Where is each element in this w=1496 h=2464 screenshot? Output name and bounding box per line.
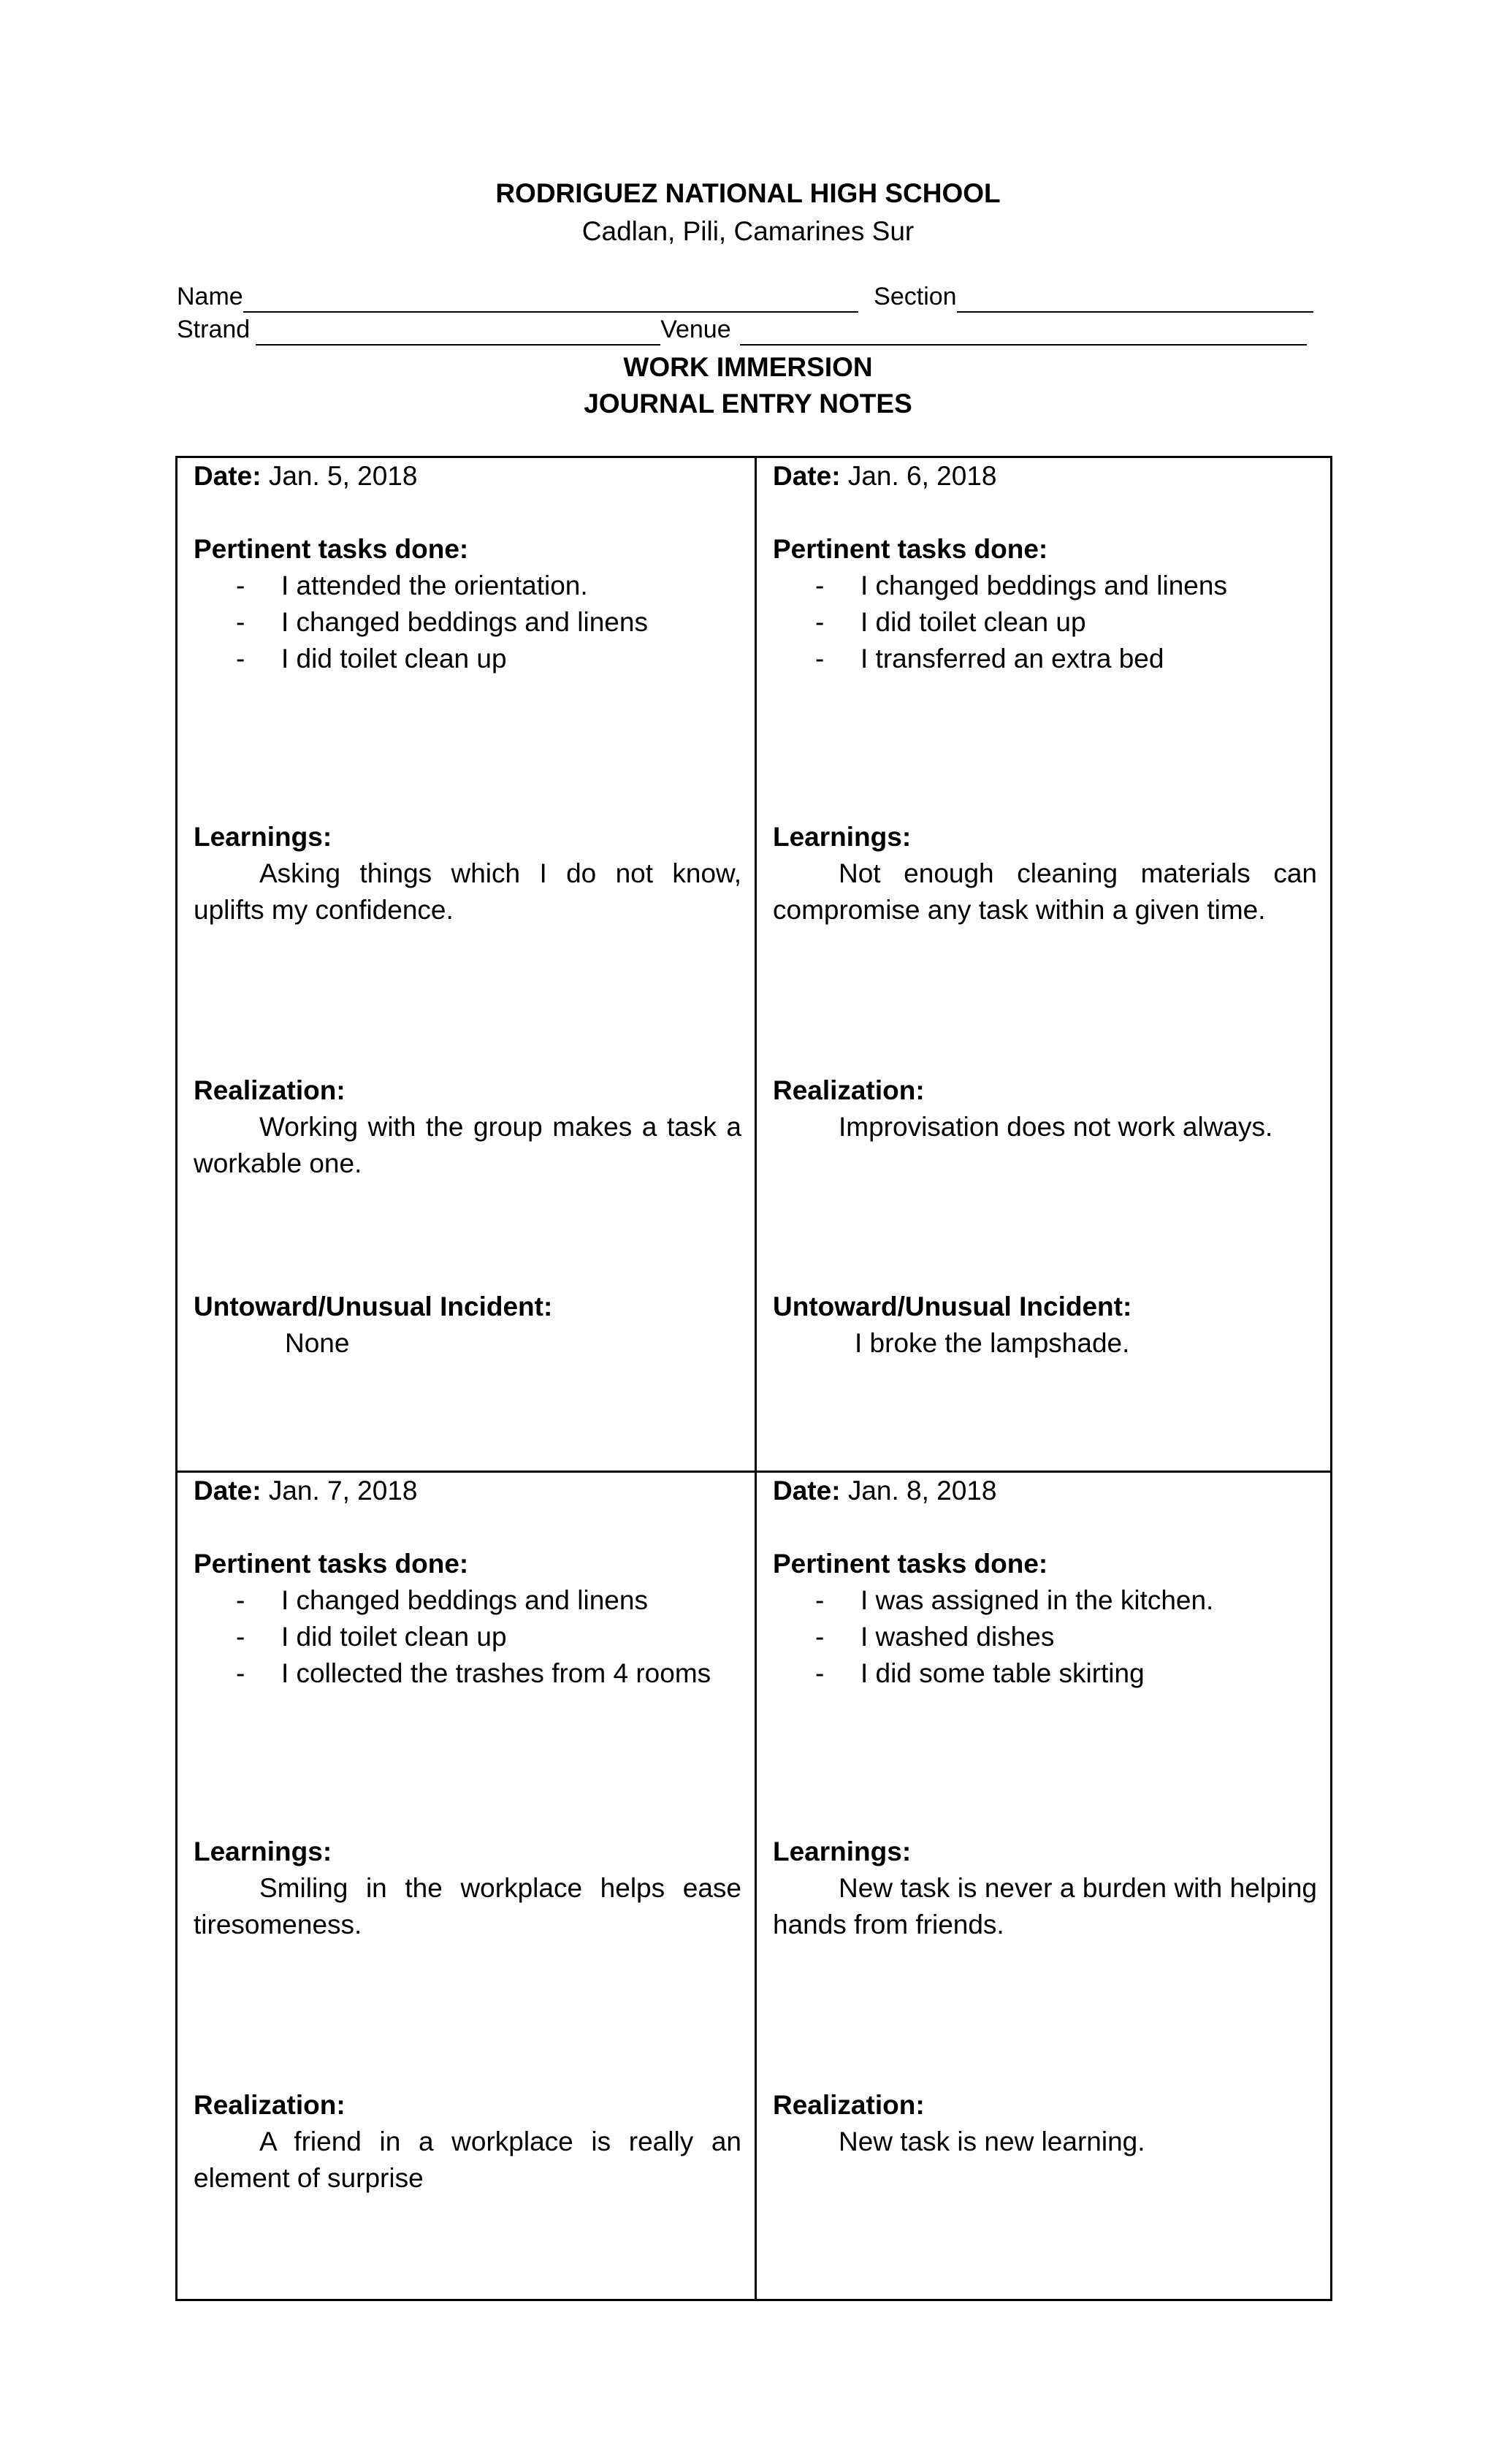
date-value: Jan. 7, 2018: [268, 1476, 418, 1506]
task-item: [236, 641, 741, 677]
task-dash: -: [236, 1585, 245, 1615]
tasks-label: Pertinent tasks done:: [773, 534, 1048, 564]
task-item: [236, 1619, 741, 1655]
name-field[interactable]: [243, 285, 858, 313]
realization-label: Realization:: [194, 2090, 346, 2120]
realization-section: [194, 2087, 741, 2197]
task-item: [815, 1582, 1317, 1619]
task-text: I changed beddings and linens: [860, 571, 1227, 600]
entry-date: [773, 458, 1317, 495]
realization-label: Realization:: [194, 1075, 346, 1105]
document-header: [0, 175, 1496, 250]
entry-date: [773, 1473, 1317, 1509]
task-text: I was assigned in the kitchen.: [860, 1585, 1214, 1615]
realization-section: [773, 1072, 1317, 1145]
school-name: RODRIGUEZ NATIONAL HIGH SCHOOL: [495, 178, 1001, 208]
task-dash: -: [815, 1585, 825, 1615]
strand-label: Strand: [177, 316, 251, 343]
task-dash: -: [815, 571, 825, 600]
date-value: Jan. 6, 2018: [847, 461, 997, 491]
task-dash: -: [236, 1622, 245, 1652]
date-value: Jan. 5, 2018: [268, 461, 418, 491]
venue-field[interactable]: [740, 318, 1307, 346]
learnings-label: Learnings:: [773, 1836, 912, 1866]
incident-label: Untoward/Unusual Incident:: [773, 1292, 1132, 1321]
task-text: I collected the trashes from 4 rooms: [281, 1658, 711, 1688]
section-label: Section: [874, 283, 957, 310]
date-label: Date:: [194, 461, 262, 491]
realization-label: Realization:: [773, 1075, 925, 1105]
tasks-section: [194, 1546, 741, 1692]
tasks-label: Pertinent tasks done:: [194, 1549, 469, 1579]
task-list: [773, 568, 1317, 677]
journal-entry-jan7: [178, 1473, 755, 2299]
learnings-text: Asking things which I do not know, uplifts my confidence.: [194, 858, 741, 925]
task-dash: -: [236, 1658, 245, 1688]
realization-text: New task is new learning.: [839, 2127, 1145, 2156]
task-text: I changed beddings and linens: [281, 1585, 648, 1615]
realization-text: Improvisation does not work always.: [839, 1112, 1273, 1142]
task-item: [815, 568, 1317, 604]
realization-label: Realization:: [773, 2090, 925, 2120]
name-section-row: [177, 281, 1316, 313]
task-item: [236, 568, 741, 604]
journal-entry-jan8: [757, 1473, 1330, 2299]
name-label: Name: [177, 283, 243, 310]
task-text: I attended the orientation.: [281, 571, 588, 600]
learnings-label: Learnings:: [194, 822, 332, 852]
incident-text: None: [285, 1328, 350, 1358]
task-item: [236, 1582, 741, 1619]
learnings-section: [773, 1834, 1317, 1943]
task-list: [194, 1582, 741, 1692]
task-item: [236, 1655, 741, 1692]
title-work-immersion: WORK IMMERSION: [623, 352, 873, 382]
learnings-text: Not enough cleaning materials can compromise any task within a given time.: [773, 858, 1317, 925]
learnings-label: Learnings:: [773, 822, 912, 852]
task-text: I did some table skirting: [860, 1658, 1145, 1688]
learnings-text: New task is never a burden with helping hands from friends.: [773, 1873, 1317, 1939]
task-item: [815, 1655, 1317, 1692]
realization-text: Working with the group makes a task a workable one.: [194, 1112, 741, 1178]
task-dash: -: [815, 644, 825, 674]
learnings-section: [194, 819, 741, 928]
task-dash: -: [815, 1658, 825, 1688]
incident-text: I broke the lampshade.: [855, 1328, 1130, 1358]
learnings-text: Smiling in the workplace helps ease tiresomeness.: [194, 1873, 741, 1939]
date-label: Date:: [773, 1476, 841, 1506]
learnings-section: [773, 819, 1317, 928]
section-field[interactable]: [957, 285, 1313, 313]
task-list: [773, 1582, 1317, 1692]
entry-date: [194, 1473, 741, 1509]
tasks-section: [194, 531, 741, 677]
task-list: [194, 568, 741, 677]
realization-section: [773, 2087, 1317, 2160]
task-text: I washed dishes: [860, 1622, 1055, 1652]
strand-field[interactable]: [256, 318, 660, 346]
tasks-section: [773, 1546, 1317, 1692]
journal-entry-jan6: [757, 458, 1330, 1471]
task-item: [236, 604, 741, 641]
learnings-section: [194, 1834, 741, 1943]
journal-table: [175, 456, 1332, 2301]
journal-entry-jan5: [178, 458, 755, 1471]
venue-label: Venue: [660, 316, 731, 343]
incident-section: [194, 1289, 741, 1362]
task-dash: -: [236, 607, 245, 637]
school-address: Cadlan, Pili, Camarines Sur: [581, 216, 915, 246]
task-text: I did toilet clean up: [281, 1622, 507, 1652]
incident-label: Untoward/Unusual Incident:: [194, 1292, 553, 1321]
date-label: Date:: [773, 461, 841, 491]
task-item: [815, 641, 1317, 677]
tasks-label: Pertinent tasks done:: [773, 1549, 1048, 1579]
title-journal-entry-notes: JOURNAL ENTRY NOTES: [584, 389, 912, 419]
task-dash: -: [815, 607, 825, 637]
task-text: I did toilet clean up: [281, 644, 507, 674]
task-item: [815, 604, 1317, 641]
entry-date: [194, 458, 741, 495]
realization-text: A friend in a workplace is really an element of surprise: [194, 2127, 741, 2193]
task-text: I changed beddings and linens: [281, 607, 648, 637]
task-item: [815, 1619, 1317, 1655]
incident-section: [773, 1289, 1317, 1362]
task-text: I did toilet clean up: [860, 607, 1086, 637]
task-text: I transferred an extra bed: [860, 644, 1164, 674]
task-dash: -: [815, 1622, 825, 1652]
date-value: Jan. 8, 2018: [847, 1476, 997, 1506]
task-dash: -: [236, 644, 245, 674]
tasks-section: [773, 531, 1317, 677]
tasks-label: Pertinent tasks done:: [194, 534, 469, 564]
task-dash: -: [236, 571, 245, 600]
learnings-label: Learnings:: [194, 1836, 332, 1866]
journal-titles: [0, 349, 1496, 422]
strand-venue-row: [177, 313, 1316, 346]
date-label: Date:: [194, 1476, 262, 1506]
realization-section: [194, 1072, 741, 1182]
